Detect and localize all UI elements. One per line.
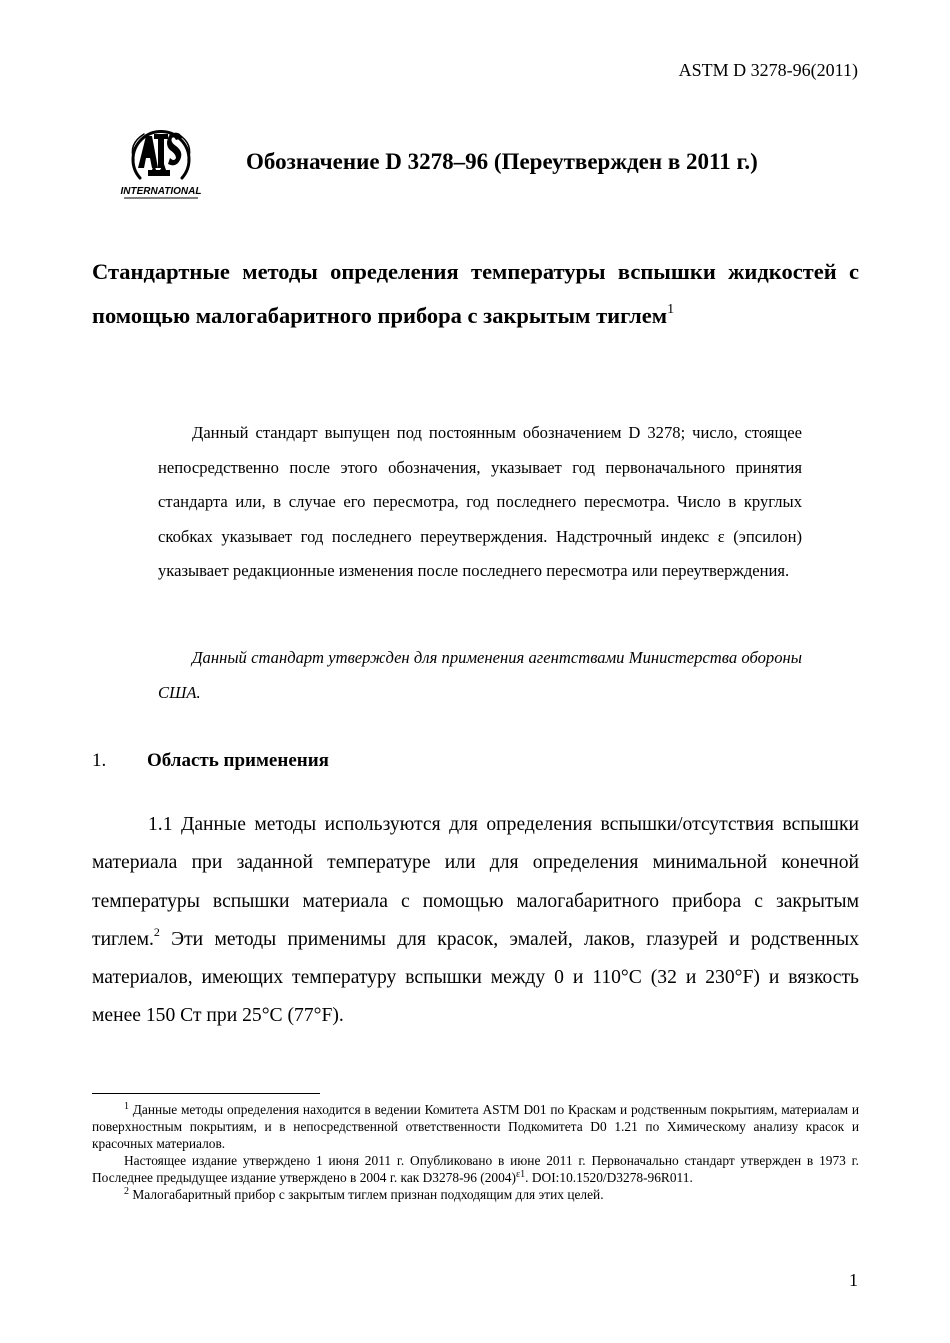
footnote-1-mark: 1 (124, 1101, 129, 1112)
paragraph-1-1-continuation: Эти методы применимы для красок, эмалей, лаков, глазурей и родственных материалов, имеющих температуру вспышки между 0 и 110°C (32 и 230°F) и вязкость менее 150 Ст при 25°C (77°F). (92, 928, 859, 1027)
paragraph-1-1 (92, 806, 859, 1036)
footnote-2-mark: 2 (124, 1186, 129, 1197)
title-footnote-ref: 1 (667, 302, 675, 317)
footnote-2 (92, 1186, 859, 1203)
footnote-1-continuation (92, 1152, 859, 1186)
section-title: Область применения (147, 750, 329, 771)
footnote-1 (92, 1101, 859, 1152)
svg-text:INTERNATIONAL: INTERNATIONAL (120, 186, 202, 197)
standard-notice: Данный стандарт выпущен под постоянным обозначением D 3278; число, стоящее непосредственно после этого обозначения, указывает год первоначального принятия стандарта или, в случае его пересмотра, год последнего пересмотра. Число в круглых скобках указывает год последнего переутверждения. Надстрочный индекс ε (эпсилон) указывает редакционные изменения после последнего пересмотра или переутверждения. (158, 423, 802, 581)
page-number: 1 (849, 1270, 858, 1290)
document-title (92, 250, 859, 338)
footnotes (92, 1101, 859, 1203)
footnote-2-text: Малогабаритный прибор с закрытым тиглем признан подходящим для этих целей. (129, 1187, 604, 1202)
footnote-1-doi: . DOI:10.1520/D3278-96R011. (525, 1170, 693, 1185)
footnote-divider (92, 1093, 320, 1094)
footnote-1-text: Данные методы определения находится в ведении Комитета ASTM D01 по Краскам и родственным покрытиям, материалам и поверхностным покрытиям, и в непосредственной ответственности Подкомитета D0 1.21 по Химическому анализу красок и красочных материалов. (92, 1102, 859, 1151)
footnote-ref-2: 2 (153, 924, 160, 939)
footnote-1-epsilon: ε1 (515, 1169, 526, 1180)
paragraph-1-1-text: 1.1 Данные методы используются для определения вспышки/отсутствия вспышки материала при заданной температуре или для определения минимальной конечной температуры вспышки материала с помощью малогабаритного прибора с закрытым тиглем. (92, 814, 859, 950)
dod-approval-note: Данный стандарт утвержден для применения агентствами Министерства обороны США. (158, 648, 802, 702)
title-text: Стандартные методы определения температуры вспышки жидкостей с помощью малогабаритного прибора с закрытым тиглем (92, 259, 859, 328)
astm-international-logo (118, 124, 204, 202)
footnote-1-edition-text: Настоящее издание утверждено 1 июня 2011 г. Опубликовано в июне 2011 г. Первоначально стандарт утвержден в 1973 г. Последнее предыдущее издание утверждено в 2004 г. как D3278-96 (2004) (92, 1153, 859, 1185)
designation-heading: Обозначение D 3278–96 (Переутвержден в 2011 г.) (246, 149, 758, 174)
section-number: 1. (92, 750, 107, 771)
standard-code: ASTM D 3278-96(2011) (678, 60, 858, 80)
